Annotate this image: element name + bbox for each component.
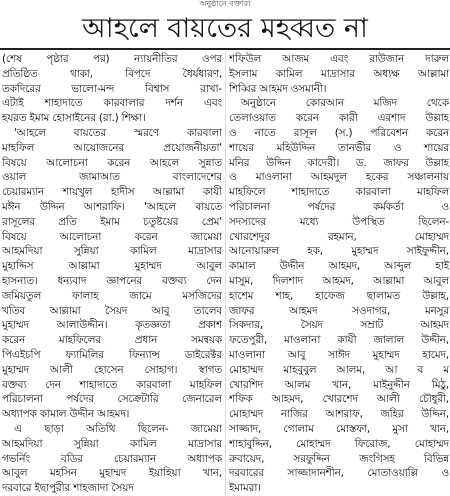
body-text-line: জাফর আহমদ সওদাগর, মনসুর <box>229 304 449 317</box>
body-text-line: সিকদার, সৈয়দ সম্রাট আহমদ <box>229 319 449 332</box>
body-text-line: অনুষ্ঠানে কোরআন মজিদ থেকে <box>241 97 449 110</box>
body-text-line: মঈন উদ্দিন আশরাফি। 'আহলে বায়তে <box>2 200 222 213</box>
article-headline: আহলে বায়তের মহব্বত না <box>82 13 368 44</box>
body-text-line: পরিচালনা পর্ষদের কর্মকর্তা ও <box>229 200 449 213</box>
body-text-line: তকদিরের ভালো-মন্দ বিশ্বাস রাখা- <box>2 82 222 95</box>
body-text-line: বিষয়ে আলোচনা করেন জামেয়া <box>2 230 222 243</box>
body-text-line: অধ্যাপক কামাল উদ্দীন আহমদ। <box>2 408 130 421</box>
body-text-line: করেন মাহফিলের প্রধান সমন্বয়ক <box>2 334 222 347</box>
body-text-line: মুহাদ্দিস আল্লামা মুহাম্মদ আবুল <box>2 260 222 273</box>
body-text-line: প্রতিষ্ঠিত থাকা, বিপদে ধৈর্যধারণ, <box>2 67 222 80</box>
body-text-line: ইসলাম কামিল মাদ্রাসার অধ্যক্ষ আল্লামা <box>229 67 449 80</box>
body-text-line: ফতেপুরী, মাওলানা কাযী জালাল উদ্দীন, <box>229 334 449 347</box>
body-text-line: পিএইচপি ফ্যামিলির ফিন্যান্স ডাইরেক্টর <box>2 348 222 361</box>
body-text-line: বক্তব্য দেন শাহাদাতে কারবালা মাহফিল <box>2 378 222 391</box>
body-text-line: রাসূলের প্রতি ইমাম চতুষ্টয়ের প্রেম' <box>2 215 222 228</box>
body-text-line: ইমামরা। <box>229 482 261 495</box>
body-text-line: শাহাবুদ্দিন, মোহাম্মদ ফিরোজ, মোহাম্মদ <box>229 437 449 450</box>
body-text-line: হাসনাত। ধন্যবাদ জ্ঞাপনের বক্তব্য দেন <box>2 274 222 287</box>
body-text-line: খতিব আল্লামা সৈয়দ আবু তালেব <box>2 304 222 317</box>
body-text-line: দরবারের সাজ্জাদানশীন, মোতাওয়াল্লি ও <box>229 467 449 480</box>
left-column <box>2 52 222 496</box>
body-text-line: সদস্যদের মধ্যে উপস্থিত ছিলেন- <box>229 215 449 228</box>
body-text-line: হাশেম শাহ, হাফেজ ছালামত উল্লাহ, <box>229 289 449 302</box>
body-text-line: ওয়াল জামাআত বাংলাদেশের <box>2 171 222 184</box>
body-text-line: গভর্নিং বডির চেয়ারম্যান অধ্যাপক <box>2 452 222 465</box>
body-text-line: ও মাওলানা আহমদুল হকের সঞ্চালনায় <box>229 171 449 184</box>
body-text-line: শিব্বির আহমদ ওসমানী। <box>229 82 327 95</box>
body-text-line: মাওলানা আবু সাঈদ মুহাম্মদ হামেদ, <box>229 348 449 361</box>
body-text-line: দরবারে ইছাপুরীর শাহজাদা সৈয়দ <box>2 482 134 495</box>
column-divider <box>225 52 226 496</box>
body-text-line: শফিউল আজম এবং রাউজান দারুল <box>229 53 449 65</box>
headline-rule <box>0 48 450 50</box>
body-text-line: 'আহলে বায়তের স্মরণে কারবালা <box>14 126 222 139</box>
body-text-line: রুবায়েদ, সরফুদ্দিন জংগিসহ বিভিন্ন <box>229 452 449 465</box>
body-text-line: মুহাম্মদ আলী হোসেন সোহাগ। স্বাগত <box>2 363 222 376</box>
body-text-line: তেলাওয়াত করেন কারী এরশাদ উল্লাহ <box>229 112 449 125</box>
body-text-line: খোরশিদ আলম খান, মাইনুদ্দীন মিঠু, <box>229 378 449 391</box>
body-text-line: জমিয়তুল ফালাহ জামে মসজিদের <box>2 289 222 302</box>
body-text-line: মাহফিল আয়োজনের প্রয়োজনীয়তা' <box>2 141 222 154</box>
body-text-line: এ ছাড়া অতিথি ছিলেন- জামেয়া <box>14 422 222 435</box>
body-text-line: এটাই শাহাদাতে কারবালার দর্শন এবং <box>2 97 222 110</box>
body-text-line: পরিচালনা পর্ষদের সেক্রেটারি জেনারেল <box>2 393 222 406</box>
right-column <box>229 52 449 496</box>
body-text-line: আহমদিয়া সুন্নিয়া কামিল মাদ্রাসার <box>2 245 222 258</box>
body-text-line: হযরত ইমাম হোসাইনের (রা.) শিক্ষা। <box>2 112 146 125</box>
body-text-line: আহমদিয়া সুন্নিয়া কামিল মাদ্রাসার <box>2 437 222 450</box>
previous-article-snippet: অনুষ্ঠানে বক্তারা <box>199 0 251 8</box>
body-text-line: মাসুম, দিলশাদ আহমদ, আল্লামা আবুল <box>229 274 449 287</box>
body-text-line: মোহাম্মদ মাহবুবুল আলম, আ ব ম <box>229 363 449 376</box>
body-text-line: ও নাতে রাসূল (স.) পরিবেশন করেন <box>229 126 449 139</box>
body-text-line: মাহফিলে শাহাদাতে কারবালা মাহফিল <box>229 186 449 199</box>
body-text-line: সাজ্জাদ, গোলাম মোস্তফা, মুসা খান, <box>229 422 449 435</box>
body-text-line: আনোয়ারুল হক, মুহাম্মদ সাইফুদ্দীন, <box>229 245 449 258</box>
body-text-line: শায়ের মহিউদ্দিন তানভীর ও শায়ের <box>229 141 449 154</box>
body-text-line: মুহাম্মদ আলাউদ্দীন। কৃতজ্ঞতা প্রকাশ <box>2 319 222 332</box>
body-text-line: চেয়ারম্যান শায়খুল হাদীস আল্লামা কাযী <box>2 186 222 199</box>
body-text-line: বিষয়ে আলোচনা করেন আহলে সুন্নাত <box>2 156 222 169</box>
body-text-line: কামাল উদ্দীন আহমদ, আব্দুল হাই <box>229 260 449 273</box>
body-text-line: খোরশেদুর রহমান, মোহাম্মদ <box>229 230 449 243</box>
body-text-line: মনির উদ্দিন কাদেরী। ড. জাফর উল্লাহ <box>229 156 449 169</box>
body-text-line: (শেষ পৃষ্ঠার পর) ন্যায়নীতির ওপর <box>2 53 222 65</box>
body-text-line: মোহাম্মদ নাজির আশরাফ, জহির উদ্দিন, <box>229 408 449 421</box>
body-text-line: আবুল মহসিন মুহাম্মদ ইয়াহিয়া খান, <box>2 467 222 480</box>
body-text-line: শফিক আহমদ, খোরশেদ আলী চৌধুরী, <box>229 393 449 406</box>
